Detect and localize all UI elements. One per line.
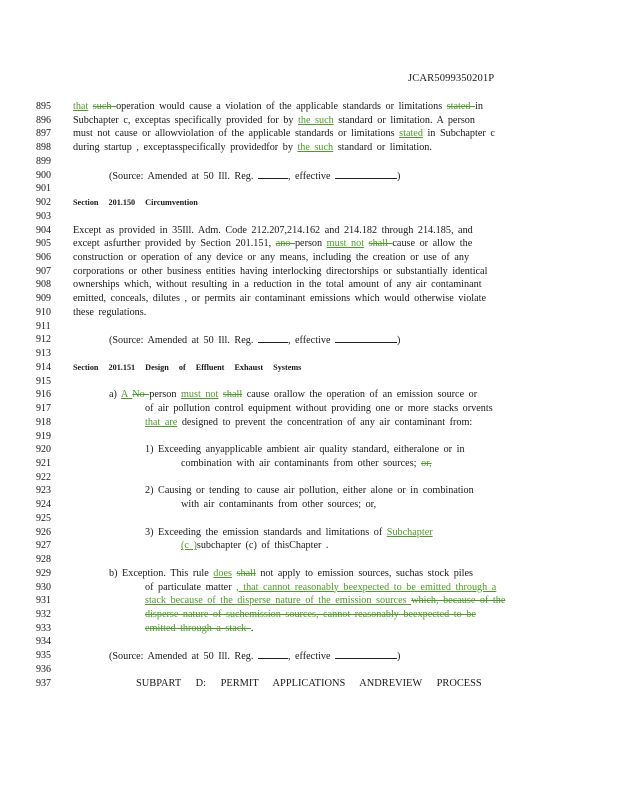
line-number: 934 xyxy=(36,636,51,648)
document-line xyxy=(0,388,618,401)
document-line xyxy=(0,306,618,319)
text-run: combination with air contaminants from other sources; xyxy=(181,457,422,469)
line-text xyxy=(73,237,472,250)
deleted-text: emitted through a stack xyxy=(145,622,251,634)
document-line xyxy=(0,471,618,484)
text-run: b) Exception. This rule xyxy=(109,567,214,579)
line-number: 921 xyxy=(36,457,51,469)
line-text xyxy=(73,251,469,264)
line-number: 937 xyxy=(36,677,51,689)
fill-in-blank xyxy=(258,649,288,659)
text-run: ) xyxy=(397,651,401,663)
text-run: standard or limitation. xyxy=(333,142,432,154)
line-text xyxy=(109,649,400,663)
text-run: person xyxy=(149,389,181,401)
document-line xyxy=(0,278,618,291)
inserted-text: the such xyxy=(297,142,334,154)
text-run: ownerships which, without resulting in a reduction in the total amount of any air contaminant xyxy=(73,279,482,291)
document-line xyxy=(0,100,618,113)
deleted-text: or, xyxy=(421,457,432,469)
document-line xyxy=(0,114,618,127)
inserted-text: stack because of the disperse nature of the emission sources xyxy=(145,595,412,607)
line-number: 925 xyxy=(36,512,51,524)
fill-in-blank xyxy=(335,649,397,659)
line-number: 917 xyxy=(36,403,51,415)
text-run: 2) Causing or tending to cause air pollution, either alone or in combination xyxy=(145,485,474,497)
document-line xyxy=(0,292,618,305)
line-text xyxy=(145,581,496,594)
line-number: 924 xyxy=(36,499,51,511)
line-text xyxy=(73,141,432,154)
line-number: 900 xyxy=(36,169,51,181)
document-line xyxy=(0,265,618,278)
document-line xyxy=(0,567,618,580)
text-run: ) xyxy=(397,335,401,347)
line-number: 935 xyxy=(36,650,51,662)
text-run: in Subchapter c xyxy=(422,128,495,140)
document-line xyxy=(0,443,618,456)
text-run: cause or allow the xyxy=(392,238,473,250)
document-line xyxy=(0,526,618,539)
line-number: 929 xyxy=(36,567,51,579)
inserted-text: that xyxy=(73,101,89,112)
text-run: construction or operation of any device or any means, including the creation or use of any xyxy=(73,252,470,264)
document-line xyxy=(0,512,618,525)
text-run: Subchapter c, exceptas specifically provided for by xyxy=(73,114,299,126)
fill-in-blank xyxy=(335,333,397,343)
line-text xyxy=(145,594,505,607)
text-run: designed to prevent the concentration of any air contaminant from: xyxy=(177,416,473,428)
document-line xyxy=(0,251,618,264)
text-run: person xyxy=(294,238,327,250)
document-line xyxy=(0,141,618,154)
document-line xyxy=(0,581,618,594)
line-number: 919 xyxy=(36,430,51,442)
line-text xyxy=(109,567,473,580)
line-number: 933 xyxy=(36,622,51,634)
line-text xyxy=(73,361,301,374)
document-line xyxy=(0,608,618,621)
text-run: , effective xyxy=(287,651,336,663)
text-run: of air pollution control equipment without providing one or more stacks orvents xyxy=(145,403,493,415)
inserted-text: Subchapter xyxy=(386,526,433,538)
line-number: 907 xyxy=(36,265,51,277)
line-text xyxy=(73,100,483,113)
line-number: 910 xyxy=(36,306,51,318)
fill-in-blank xyxy=(258,169,288,179)
line-number: 908 xyxy=(36,279,51,291)
deleted-text: stated xyxy=(446,101,476,112)
line-number: 936 xyxy=(36,663,51,675)
deleted-text: shall xyxy=(222,389,243,401)
text-run: standard or limitation. A person xyxy=(333,114,475,126)
fill-in-blank xyxy=(335,169,397,179)
line-text xyxy=(145,608,476,621)
document-id: JCAR5099350201P xyxy=(408,73,495,84)
line-number: 912 xyxy=(36,334,51,346)
document-line xyxy=(0,196,618,209)
document-line xyxy=(0,594,618,607)
inserted-text: stated xyxy=(399,128,423,140)
document-line xyxy=(0,635,618,648)
line-number: 914 xyxy=(36,361,51,373)
text-run: . xyxy=(250,622,254,634)
line-text xyxy=(73,278,482,291)
line-number: 918 xyxy=(36,416,51,428)
line-number: 899 xyxy=(36,155,51,167)
document-line xyxy=(0,361,618,374)
inserted-text: A xyxy=(120,389,133,401)
line-text xyxy=(145,484,474,497)
line-text xyxy=(73,196,198,209)
line-number: 915 xyxy=(36,375,51,387)
document-line xyxy=(0,224,618,237)
line-text xyxy=(73,127,495,140)
fill-in-blank xyxy=(258,333,288,343)
text-run: , effective xyxy=(287,170,336,182)
document-line xyxy=(0,457,618,470)
text-run: (Source: Amended at 50 Ill. Reg. xyxy=(109,335,258,347)
line-number: 916 xyxy=(36,389,51,401)
text-run: these regulations. xyxy=(73,306,147,318)
document-line xyxy=(0,210,618,223)
document-line xyxy=(0,375,618,388)
deleted-text: which, because of the xyxy=(411,595,506,607)
line-text xyxy=(109,333,400,347)
text-run: not apply to emission sources, suchas stock piles xyxy=(255,567,473,579)
text-run: cause orallow the operation of an emission source or xyxy=(242,389,478,401)
line-text xyxy=(145,622,253,635)
line-number: 923 xyxy=(36,485,51,497)
deleted-text: disperse nature of suchemission sources, cannot reasonably beexpected to be xyxy=(145,609,476,620)
document-line xyxy=(0,539,618,552)
text-run: must not cause or allowviolation of the applicable standards or limitations xyxy=(73,128,400,140)
text-run: operation would cause a violation of the applicable standards or limitations xyxy=(116,101,447,112)
deleted-text: shall xyxy=(368,238,393,250)
line-text xyxy=(181,457,432,470)
inserted-text: does xyxy=(213,567,232,579)
line-number: 928 xyxy=(36,554,51,566)
document-line xyxy=(0,237,618,250)
text-run: a) xyxy=(109,389,121,401)
text-run: (Source: Amended at 50 Ill. Reg. xyxy=(109,651,258,663)
inserted-text: must not xyxy=(326,238,365,250)
line-text xyxy=(181,539,328,552)
document-line xyxy=(0,320,618,333)
text-run: with air contaminants from other sources; or, xyxy=(181,499,377,511)
text-run: of particulate matter xyxy=(145,581,237,593)
line-text xyxy=(73,114,475,127)
line-number: 895 xyxy=(36,101,51,112)
line-number: 927 xyxy=(36,540,51,552)
line-number: 904 xyxy=(36,224,51,236)
document-line xyxy=(0,402,618,415)
text-run: except asfurther provided by Section 201.151, xyxy=(73,238,276,250)
line-text xyxy=(73,224,473,237)
line-number: 901 xyxy=(36,183,51,195)
document-line xyxy=(0,622,618,635)
line-number: 909 xyxy=(36,293,51,305)
text-run: in xyxy=(475,101,483,112)
line-number: 902 xyxy=(36,197,51,209)
text-run: Except as provided in 35Ill. Adm. Code 212.207,214.162 and 214.182 through 214.185, and xyxy=(73,224,473,236)
inserted-text: (c ) xyxy=(181,540,197,552)
document-line xyxy=(0,333,618,346)
document-line xyxy=(0,347,618,360)
document-line xyxy=(0,155,618,168)
line-number: 926 xyxy=(36,526,51,538)
line-number: 930 xyxy=(36,581,51,593)
document-line xyxy=(0,498,618,511)
deleted-text: No xyxy=(132,389,150,401)
line-number: 905 xyxy=(36,238,51,250)
line-text xyxy=(73,292,486,305)
text-run: during startup , exceptasspecifically providedfor by xyxy=(73,142,298,154)
line-text xyxy=(145,402,493,415)
document-line xyxy=(0,416,618,429)
line-number: 931 xyxy=(36,595,51,607)
inserted-text: , that cannot reasonably beexpected to be emitted through a xyxy=(236,581,497,593)
text-run: ) xyxy=(397,170,401,182)
text-run: Section 201.150 Circumvention xyxy=(73,198,198,208)
document-line xyxy=(0,127,618,140)
inserted-text: must not xyxy=(180,389,219,401)
document-line xyxy=(0,649,618,662)
deleted-text: ano xyxy=(275,238,295,250)
inserted-text: the such xyxy=(298,114,334,126)
line-number: 896 xyxy=(36,114,51,126)
text-run: (Source: Amended at 50 Ill. Reg. xyxy=(109,170,258,182)
text-run: , effective xyxy=(287,335,336,347)
line-number: 911 xyxy=(36,320,51,332)
line-text xyxy=(109,388,477,401)
line-number: 913 xyxy=(36,348,51,360)
text-run: 1) Exceeding anyapplicable ambient air quality standard, eitheralone or in xyxy=(145,444,465,456)
line-text xyxy=(136,677,482,690)
document-line xyxy=(0,430,618,443)
inserted-text: that are xyxy=(145,416,178,428)
line-text xyxy=(109,169,400,183)
document-line xyxy=(0,677,618,690)
line-text xyxy=(145,443,465,456)
line-number: 897 xyxy=(36,128,51,140)
text-run: subchapter (c) of thisChapter . xyxy=(196,540,329,552)
text-run: Section 201.151 Design of Effluent Exhaust Systems xyxy=(73,362,302,372)
line-text xyxy=(73,306,146,319)
line-number: 906 xyxy=(36,252,51,264)
text-run: 3) Exceeding the emission standards and limitations of xyxy=(145,526,387,538)
deleted-text: shall xyxy=(236,567,256,579)
document-line xyxy=(0,553,618,566)
document-line xyxy=(0,663,618,676)
line-text xyxy=(181,498,376,511)
line-text xyxy=(73,265,487,278)
line-text xyxy=(145,416,472,429)
line-number: 898 xyxy=(36,142,51,154)
deleted-text: such xyxy=(92,101,117,112)
document-line xyxy=(0,182,618,195)
document-line xyxy=(0,484,618,497)
line-number: 903 xyxy=(36,210,51,222)
text-run: corporations or other business entities having interlocking directorships or substantially identical xyxy=(73,265,488,277)
text-run: emitted, conceals, dilutes , or permits air contaminant emissions which would otherwise violate xyxy=(73,293,487,305)
line-number: 932 xyxy=(36,609,51,620)
line-text xyxy=(145,526,433,539)
text-run: SUBPART D: PERMIT APPLICATIONS ANDREVIEW PROCESS xyxy=(136,677,482,689)
document-line xyxy=(0,169,618,182)
line-number: 922 xyxy=(36,471,51,483)
line-number: 920 xyxy=(36,444,51,456)
